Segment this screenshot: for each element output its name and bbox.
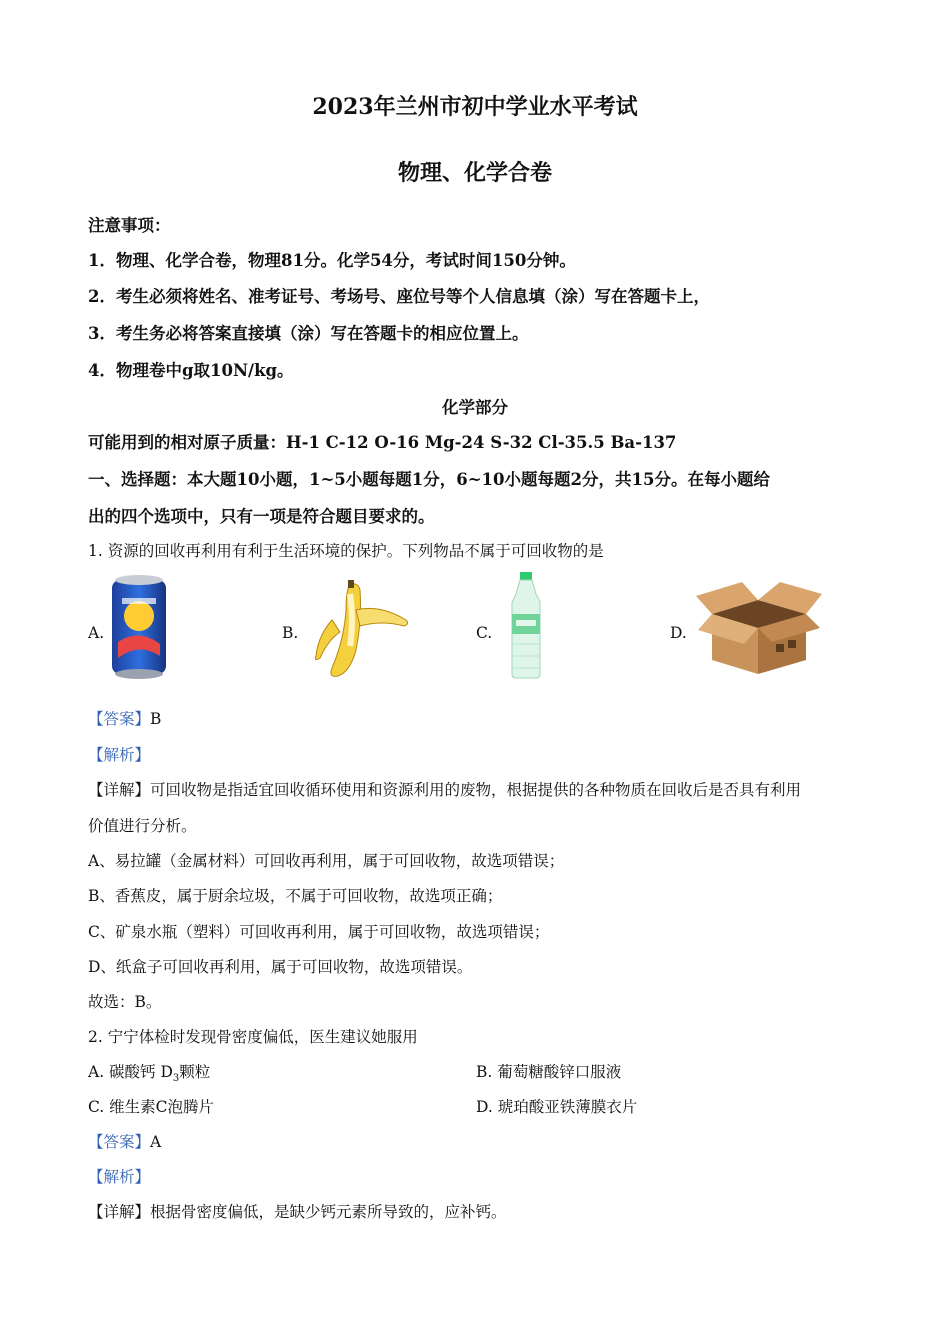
q1-detail-line-2: 价值进行分析。 (88, 817, 197, 835)
q2-option-a-pre: A. 碳酸钙 D (88, 1063, 173, 1081)
q1-answer-value: B (150, 710, 162, 728)
section-title: 化学部分 (442, 398, 508, 417)
q1-option-d-label: D. (670, 624, 687, 642)
q2-answer-value: A (150, 1133, 162, 1151)
q1-analysis-tag: 【解析】 (88, 746, 151, 764)
q2-option-d: D. 琥珀酸亚铁薄膜衣片 (476, 1098, 638, 1116)
q1-answer-tag: 【答案】 (88, 710, 151, 728)
q1-stem: 1. 资源的回收再利用有利于生活环境的保护。下列物品不属于可回收物的是 (88, 542, 604, 560)
part-intro-line-1: 一、选择题：本大题10小题，1~5小题每题1分，6~10小题每题2分，共15分。在每小题给 (88, 470, 770, 489)
banana-peel-icon (310, 580, 414, 680)
notice-item-4: 4．物理卷中g取10N/kg。 (88, 361, 294, 380)
q1-detail-line-1 (88, 778, 801, 800)
q1-point-b: B、香蕉皮，属于厨余垃圾，不属于可回收物，故选项正确； (88, 887, 503, 905)
q1-answer (88, 707, 161, 729)
q1-detail-text-1: 可回收物是指适宜回收循环使用和资源利用的废物，根据提供的各种物质在回收后是否具有利用 (150, 781, 802, 799)
part-intro-line-2: 出的四个选项中，只有一项是符合题目要求的。 (88, 507, 435, 526)
q2-answer (88, 1130, 161, 1152)
notice-item-3: 3．考生务必将答案直接填（涂）写在答题卡的相应位置上。 (88, 324, 529, 343)
q1-option-a (88, 568, 208, 683)
q1-point-a: A、易拉罐（金属材料）可回收再利用，属于可回收物，故选项错误； (88, 852, 565, 870)
q1-point-c: C、矿泉水瓶（塑料）可回收再利用，属于可回收物，故选项错误； (88, 923, 550, 941)
q2-option-a-sub: 3 (172, 1073, 180, 1085)
q1-options (0, 568, 950, 683)
soda-can-icon (108, 572, 170, 680)
q2-stem: 2. 宁宁体检时发现骨密度偏低，医生建议她服用 (88, 1028, 418, 1046)
q1-conclusion: 故选：B。 (88, 993, 162, 1011)
notice-heading: 注意事项： (88, 216, 171, 235)
q1-option-c-label: C. (476, 624, 493, 642)
exam-subtitle: 物理、化学合卷 (397, 160, 552, 186)
q2-detail-text: 根据骨密度偏低，是缺少钙元素所导致的，应补钙。 (150, 1203, 507, 1221)
notice-item-2: 2．考生必须将姓名、准考证号、考场号、座位号等个人信息填（涂）写在答题卡上， (88, 287, 710, 306)
q2-option-c: C. 维生素C泡腾片 (88, 1098, 215, 1116)
q1-option-d (670, 568, 840, 683)
exam-title: 2023年兰州市初中学业水平考试 (312, 94, 638, 120)
q1-option-b-label: B. (282, 624, 299, 642)
q1-option-a-label: A. (88, 624, 105, 642)
q1-point-d: D、纸盒子可回收再利用，属于可回收物，故选项错误。 (88, 958, 473, 976)
q2-detail (88, 1200, 507, 1222)
cardboard-box-icon (694, 574, 824, 678)
q2-analysis-tag: 【解析】 (88, 1168, 151, 1186)
atomic-mass-line: 可能用到的相对原子质量：H-1 C-12 O-16 Mg-24 S-32 Cl-35.5 Ba-137 (88, 433, 677, 452)
water-bottle-icon (506, 572, 546, 680)
q2-option-b: B. 葡萄糖酸锌口服液 (476, 1063, 622, 1081)
notice-item-1: 1．物理、化学合卷，物理81分。化学54分，考试时间150分钟。 (88, 251, 576, 270)
q1-detail-tag: 【详解】 (88, 781, 151, 799)
q2-option-a-post: 颗粒 (179, 1063, 211, 1081)
q2-answer-tag: 【答案】 (88, 1133, 151, 1151)
q2-detail-tag: 【详解】 (88, 1203, 151, 1221)
q1-option-c (476, 568, 596, 683)
q2-option-a (88, 1060, 210, 1084)
q1-option-b (282, 568, 422, 683)
